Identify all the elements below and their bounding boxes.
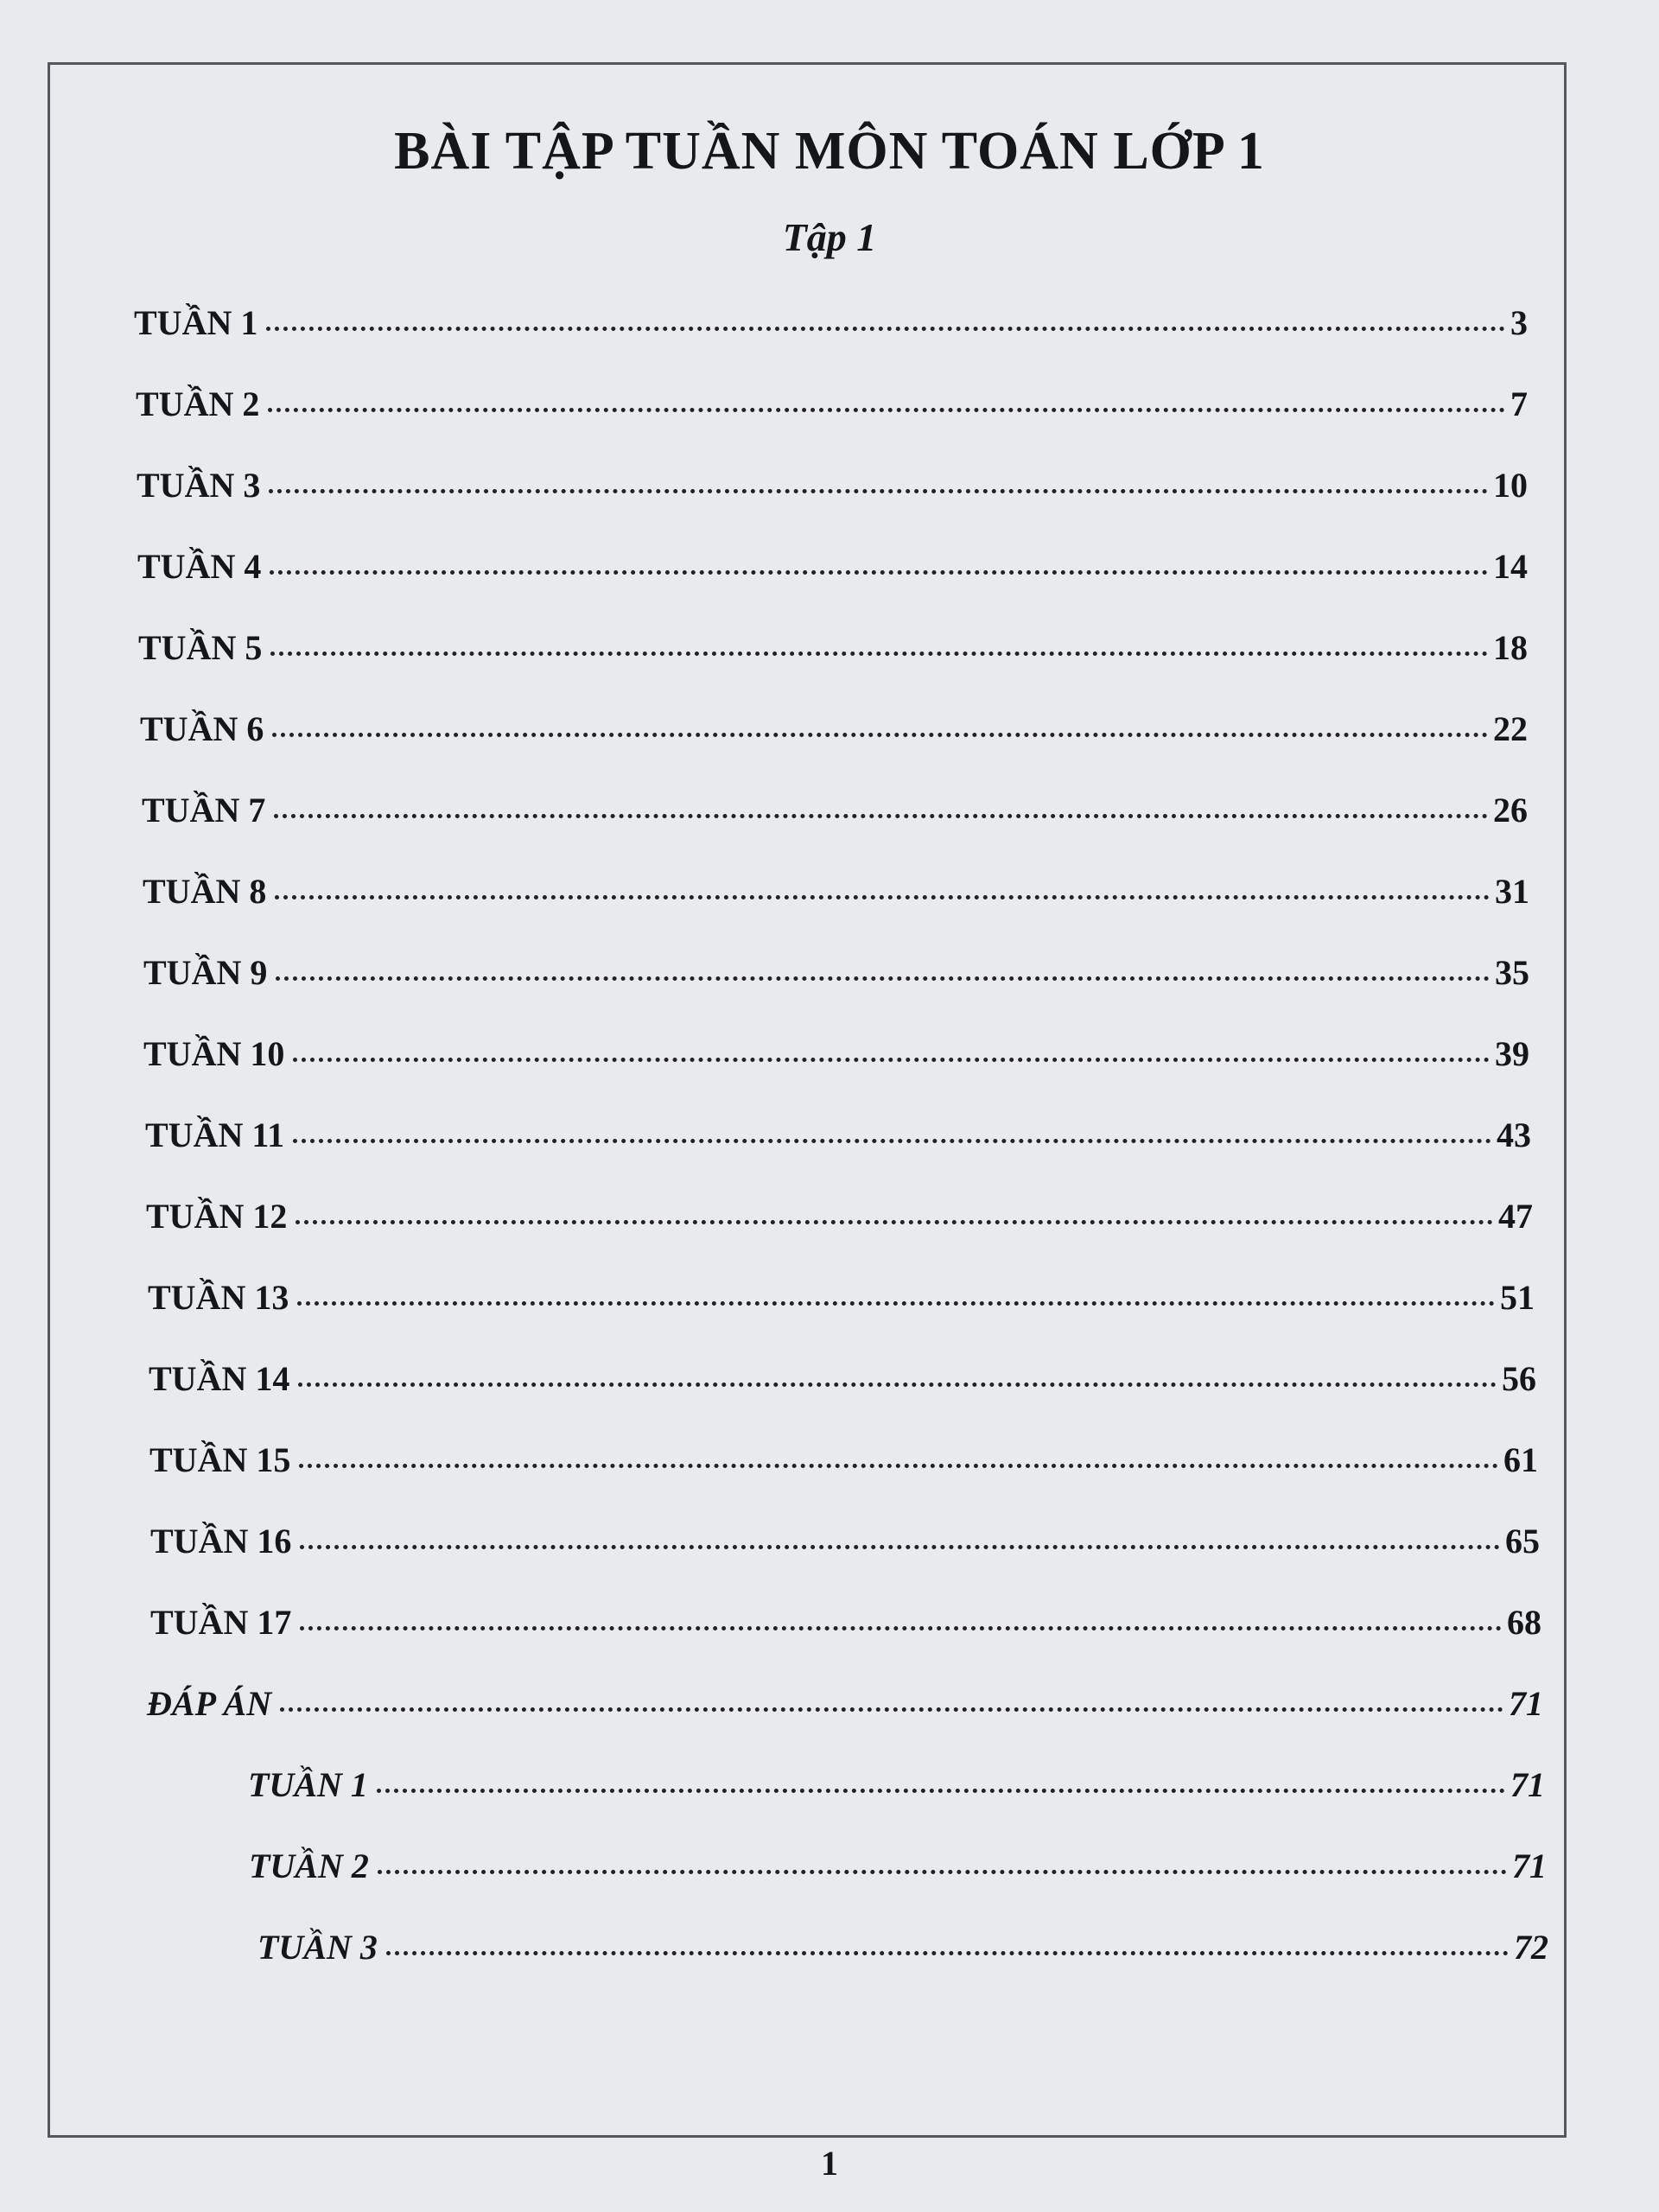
toc-entry-page: 51 (1500, 1278, 1535, 1317)
toc-entry-page: 43 (1497, 1116, 1531, 1154)
toc-entry-page: 71 (1509, 1684, 1543, 1723)
document-title: BÀI TẬP TUẦN MÔN TOÁN LỚP 1 (394, 122, 1265, 181)
toc-entry (148, 1277, 1535, 1329)
toc-entry-label: TUẦN 3 (137, 466, 261, 505)
toc-entry (149, 1440, 1538, 1491)
toc-entry (138, 627, 1528, 679)
toc-entry-label: ĐÁP ÁN (147, 1684, 272, 1723)
toc-entry-label: TUẦN 17 (150, 1603, 292, 1642)
toc-entry-page: 56 (1502, 1359, 1536, 1398)
toc-dot-leader (270, 652, 1488, 656)
toc-dot-leader (378, 1870, 1507, 1874)
toc-dot-leader (300, 1545, 1500, 1549)
toc-entry-label: TUẦN 9 (143, 953, 268, 992)
toc-entry-label: TUẦN 16 (150, 1522, 292, 1560)
toc-entry-label: TUẦN 7 (142, 791, 266, 830)
toc-entry-label: TUẦN 11 (145, 1116, 285, 1154)
toc-entry-page: 65 (1505, 1522, 1540, 1560)
toc-entry (248, 1764, 1545, 1816)
toc-entry-page: 61 (1503, 1440, 1538, 1479)
toc-entry-page: 10 (1493, 466, 1528, 505)
toc-dot-leader (386, 1951, 1509, 1955)
toc-entry-label: TUẦN 10 (143, 1034, 285, 1073)
toc-entry-label: TUẦN 1 (134, 303, 258, 342)
toc-entry-page: 3 (1510, 303, 1528, 342)
toc-entry-label: TUẦN 4 (137, 547, 262, 586)
document-subtitle: Tập 1 (782, 215, 877, 259)
toc-dot-leader (275, 895, 1490, 899)
toc-entry (150, 1521, 1540, 1573)
toc-entry (145, 1115, 1531, 1166)
toc-entry-label: TUẦN 14 (149, 1359, 290, 1398)
toc-entry (137, 546, 1528, 598)
toc-entry (150, 1602, 1541, 1654)
toc-entry (146, 1196, 1533, 1248)
page-number: 1 (821, 2144, 838, 2183)
toc-entry-label: TUẦN 12 (146, 1197, 288, 1236)
page-frame (48, 62, 1567, 2138)
toc-entry (143, 952, 1529, 1004)
toc-dot-leader (268, 408, 1505, 412)
toc-entry (143, 1033, 1529, 1085)
toc-entry-page: 22 (1493, 709, 1528, 748)
toc-dot-leader (299, 1464, 1498, 1468)
toc-dot-leader (300, 1626, 1502, 1630)
toc-entry (249, 1846, 1547, 1897)
toc-dot-leader (293, 1139, 1491, 1143)
toc-entry-label: TUẦN 15 (149, 1440, 291, 1479)
toc-entry (136, 384, 1528, 435)
toc-entry-label: TUẦN 13 (148, 1278, 289, 1317)
toc-dot-leader (297, 1301, 1495, 1306)
toc-entry (140, 709, 1528, 760)
toc-entry-label: TUẦN 1 (248, 1765, 368, 1804)
toc-dot-leader (274, 814, 1488, 818)
toc-dot-leader (269, 489, 1488, 493)
toc-dot-leader (293, 1058, 1490, 1062)
toc-entry-page: 72 (1514, 1928, 1548, 1967)
toc-dot-leader (272, 733, 1488, 737)
toc-entry-page: 71 (1512, 1847, 1547, 1885)
toc-entry-page: 39 (1495, 1034, 1529, 1073)
toc-entry-label: TUẦN 5 (138, 628, 263, 667)
toc-entry-page: 71 (1510, 1765, 1545, 1804)
toc-entry-page: 14 (1493, 547, 1528, 586)
toc-entry-page: 35 (1495, 953, 1529, 992)
toc-dot-leader (377, 1789, 1505, 1793)
toc-entry-label: TUẦN 3 (257, 1928, 378, 1967)
toc-entry-label: TUẦN 2 (249, 1847, 369, 1885)
toc-entry (143, 871, 1529, 923)
toc-entry-label: TUẦN 2 (136, 385, 260, 423)
toc-entry (147, 1683, 1543, 1735)
toc-dot-leader (276, 976, 1490, 981)
toc-entry (149, 1358, 1536, 1410)
toc-entry-page: 47 (1498, 1197, 1533, 1236)
toc-dot-leader (280, 1707, 1503, 1712)
toc-dot-leader (298, 1382, 1497, 1387)
toc-entry (134, 302, 1528, 354)
toc-entry-page: 26 (1493, 791, 1528, 830)
toc-entry-page: 68 (1507, 1603, 1541, 1642)
toc-entry (137, 465, 1528, 517)
toc-entry-label: TUẦN 6 (140, 709, 264, 748)
toc-entry-page: 7 (1510, 385, 1528, 423)
toc-dot-leader (270, 570, 1488, 575)
toc-entry (257, 1927, 1548, 1979)
toc-dot-leader (266, 327, 1505, 331)
toc-entry (142, 790, 1528, 842)
toc-dot-leader (296, 1220, 1493, 1224)
toc-entry-page: 31 (1495, 872, 1529, 911)
toc-entry-label: TUẦN 8 (143, 872, 267, 911)
toc-entry-page: 18 (1493, 628, 1528, 667)
